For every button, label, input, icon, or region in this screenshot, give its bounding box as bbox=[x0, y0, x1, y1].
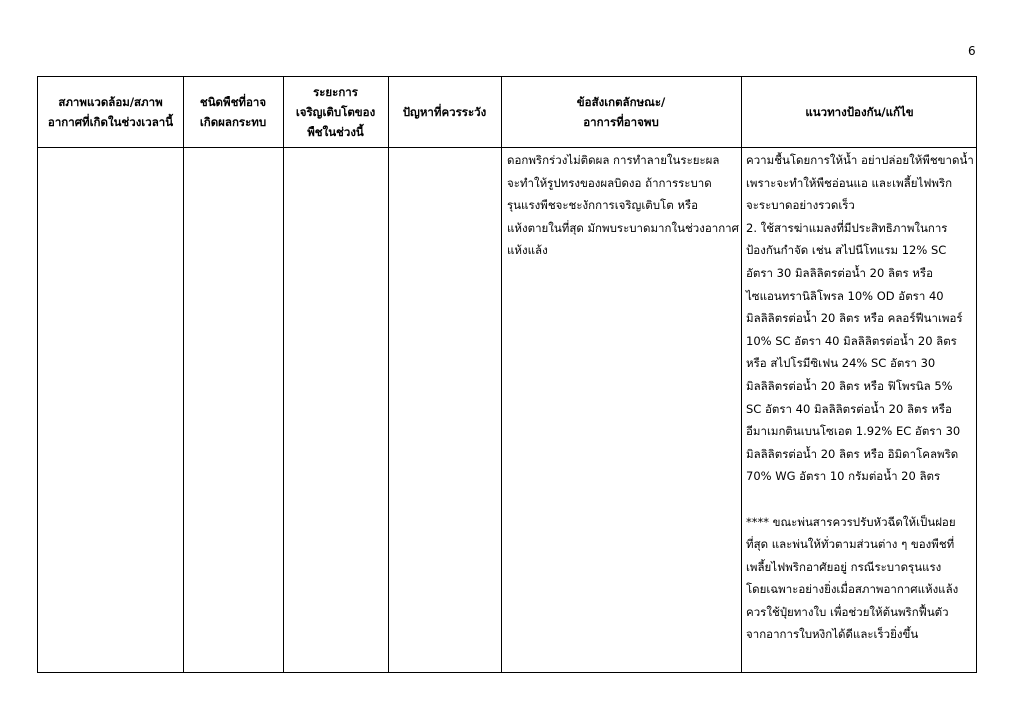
text-line: ไซแอนทรานิลิโพรล 10% OD อัตรา 40 bbox=[746, 288, 944, 303]
pest-advisory-table bbox=[37, 76, 977, 673]
text-line: **** ขณะพ่นสารควรปรับหัวฉีดให้เป็นฝอย bbox=[746, 514, 956, 529]
header-environment bbox=[38, 77, 183, 147]
header-line: อากาศที่เกิดในช่วงเวลานี้ bbox=[47, 115, 174, 129]
header-line: อาการที่อาจพบ bbox=[583, 115, 659, 129]
header-line: เกิดผลกระทบ bbox=[199, 115, 267, 129]
column-divider bbox=[741, 77, 742, 672]
text-line: แห้งตายในที่สุด มักพบระบาดมากในช่วงอากาศ bbox=[507, 220, 739, 235]
text-line: 10% SC อัตรา 40 มิลลิลิตรต่อน้ำ 20 ลิตร bbox=[746, 333, 957, 348]
header-line: แนวทางป้องกัน/แก้ไข bbox=[805, 105, 914, 119]
text-line: มิลลิลิตรต่อน้ำ 20 ลิตร หรือ อิมิดาโคลพริด bbox=[746, 446, 959, 461]
text-line: แห้งแล้ง bbox=[507, 243, 548, 258]
column-divider bbox=[283, 77, 284, 672]
header-growth-stage bbox=[283, 77, 388, 147]
header-line: ปัญหาที่ควรระวัง bbox=[402, 105, 487, 119]
header-line: ข้อสังเกตลักษณะ/ bbox=[576, 95, 666, 109]
text-line bbox=[746, 488, 974, 511]
text-line: ควรใช้ปุ๋ยทางใบ เพื่อช่วยให้ต้นพริกฟื้นตัว bbox=[746, 604, 949, 619]
header-problems bbox=[388, 77, 501, 147]
prevention-cell bbox=[746, 149, 974, 646]
symptoms-cell bbox=[507, 149, 739, 262]
column-divider bbox=[388, 77, 389, 672]
text-line: SC อัตรา 40 มิลลิลิตรต่อน้ำ 20 ลิตร หรือ bbox=[746, 401, 952, 416]
header-prevention bbox=[741, 77, 978, 147]
text-line: 2. ใช้สารฆ่าแมลงที่มีประสิทธิภาพในการ bbox=[746, 220, 948, 235]
header-divider bbox=[38, 147, 976, 148]
header-line: สภาพแวดล้อม/สภาพ bbox=[58, 95, 163, 109]
header-line: พืชในช่วงนี้ bbox=[307, 125, 364, 139]
column-divider bbox=[183, 77, 184, 672]
text-line: ความชื้นโดยการให้น้ำ อย่าปล่อยให้พืชขาดน้ำ bbox=[746, 153, 974, 167]
text-line: รุนแรงพืชจะชะงักการเจริญเติบโต หรือ bbox=[507, 198, 699, 213]
text-line: ป้องกันกำจัด เช่น สไปนีโทแรม 12% SC bbox=[746, 243, 947, 258]
text-line: มิลลิลิตรต่อน้ำ 20 ลิตร หรือ คลอร์ฟีนาเพอร์ bbox=[746, 311, 963, 326]
text-line: มิลลิลิตรต่อน้ำ 20 ลิตร หรือ ฟิโพรนิล 5% bbox=[746, 378, 953, 393]
text-line: 70% WG อัตรา 10 กรัมต่อน้ำ 20 ลิตร bbox=[746, 469, 941, 484]
header-line: เจริญเติบโตของ bbox=[295, 105, 376, 119]
text-line: อัตรา 30 มิลลิลิตรต่อน้ำ 20 ลิตร หรือ bbox=[746, 265, 933, 280]
column-divider bbox=[501, 77, 502, 672]
text-line: จะทำให้รูปทรงของผลบิดงอ ถ้าการระบาด bbox=[507, 175, 712, 190]
text-line: จากอาการใบหงิกได้ดีและเร็วยิ่งขึ้น bbox=[746, 627, 919, 642]
text-line: โดยเฉพาะอย่างยิ่งเมื่อสภาพอากาศแห้งแล้ง bbox=[746, 582, 959, 597]
text-line: ที่สุด และพ่นให้ทั่วตามส่วนต่าง ๆ ของพืชที่ bbox=[746, 537, 955, 552]
text-line: เพราะจะทำให้พืชอ่อนแอ และเพลี้ยไฟพริก bbox=[746, 175, 953, 190]
header-line: ชนิดพืชที่อาจ bbox=[199, 95, 267, 109]
header-line: ระยะการ bbox=[313, 85, 358, 99]
text-line: ดอกพริกร่วงไม่ติดผล การทำลายในระยะผล bbox=[507, 153, 720, 167]
header-affected-crop bbox=[183, 77, 283, 147]
text-line: หรือ สไปโรมีซิเฟน 24% SC อัตรา 30 bbox=[746, 356, 936, 371]
text-line: เพลี้ยไฟพริกอาศัยอยู่ กรณีระบาดรุนแรง bbox=[746, 559, 942, 574]
text-line: จะระบาดอย่างรวดเร็ว bbox=[746, 198, 855, 213]
text-line: อีมาเมกตินเบนโซเอต 1.92% EC อัตรา 30 bbox=[746, 424, 961, 439]
header-symptoms bbox=[501, 77, 741, 147]
page-number: 6 bbox=[968, 44, 976, 58]
